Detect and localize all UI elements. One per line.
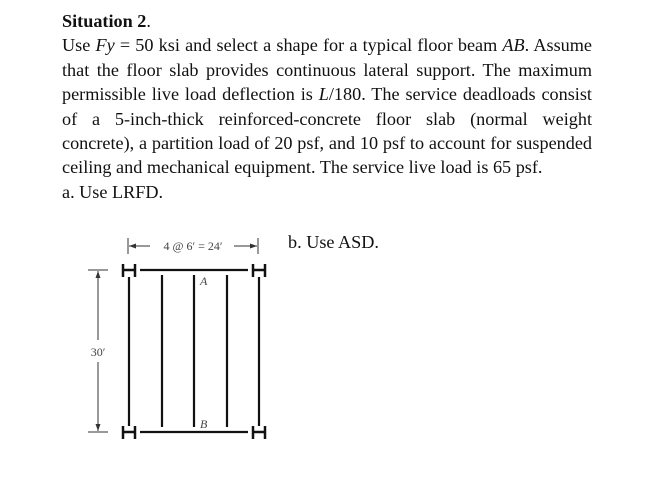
depth-dimension: [88, 270, 108, 432]
depth-dimension-label: 30′: [90, 345, 106, 359]
girders: [140, 270, 248, 432]
column-top-left: [123, 264, 135, 277]
text-run: = 50 ksi and select a shape for a typical floor beam: [114, 35, 503, 56]
option-b: b. Use ASD.: [288, 232, 379, 252]
column-bottom-left: [123, 426, 135, 439]
column-top-right: [253, 264, 265, 277]
label-a: A: [200, 274, 208, 288]
span-dimension: [128, 238, 258, 254]
text-run: . Assume that the floor slab provides continuous lateral support. The maximum permissible live load deflection is: [62, 35, 592, 105]
problem-title: [62, 9, 592, 33]
label-b: B: [200, 417, 208, 431]
var-fy: Fy: [95, 35, 115, 56]
text-run: Use: [62, 35, 96, 56]
columns: [123, 264, 265, 439]
title-text: Situation 2: [62, 11, 147, 31]
span-dimension-label: 4 @ 6′ = 24′: [163, 239, 223, 253]
column-bottom-right: [253, 426, 265, 439]
problem-paragraph: [62, 33, 592, 179]
problem-statement: [62, 9, 592, 204]
text-run: /180. The service deadloads consist of a 5-inch-thick reinforced-concrete floor slab (normal weight concrete), a partition load of 20 psf, and 10 psf to account for suspended ceiling and mechanical equipment. The service live load is 65 psf.: [62, 84, 592, 178]
title-period: .: [146, 11, 151, 31]
var-l: L: [318, 84, 329, 105]
floor-beams: [129, 275, 259, 427]
var-ab: AB: [502, 35, 525, 56]
option-a: a. Use LRFD.: [62, 181, 164, 202]
